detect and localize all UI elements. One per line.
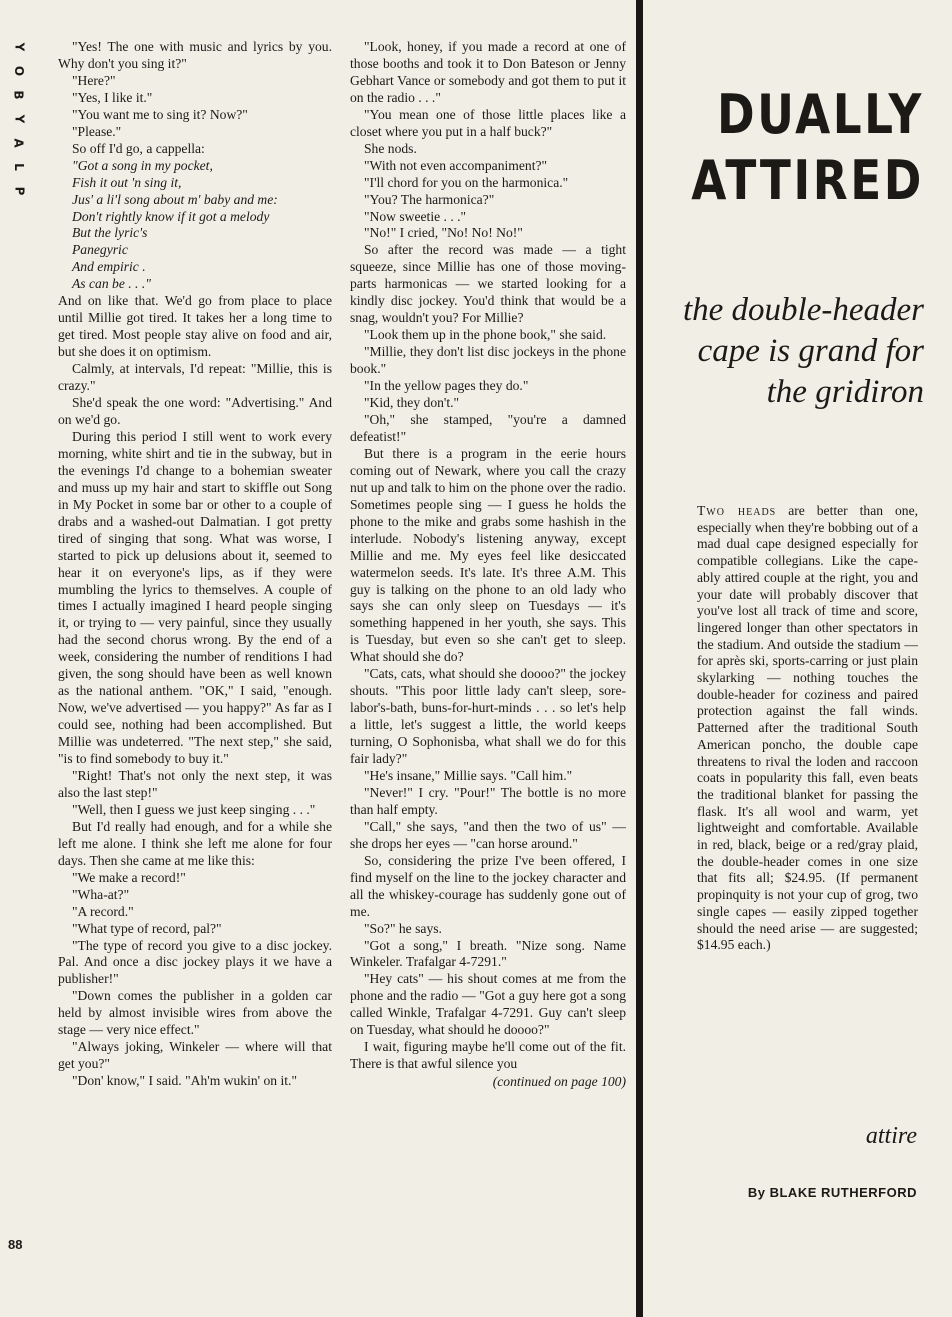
paragraph: "Never!" I cry. "Pour!" The bottle is no more than half empty.: [350, 784, 626, 817]
paragraph: I wait, figuring maybe he'll come out of the fit. There is that awful silence you: [350, 1039, 626, 1072]
feature-lead-in: Two heads: [697, 503, 777, 518]
paragraph: "Oh," she stamped, "you're a damned defeatist!": [350, 411, 626, 444]
paragraph: "Got a song in my pocket,: [72, 157, 213, 173]
masthead-letter: Y: [11, 42, 26, 52]
story-column-1: [58, 39, 332, 1090]
paragraph: "Yes! The one with music and lyrics by you. Why don't you sing it?": [58, 39, 332, 71]
paragraph: And on like that. We'd go from place to place until Millie got tired. It takes her a long time to get tired. Most people stay alive on food and air, but she does it on optimism.: [58, 293, 332, 360]
paragraph: "Wha-at?": [72, 886, 130, 902]
paragraph: "Look them up in the phone book," she said.: [364, 327, 607, 343]
paragraph: "No!" I cried, "No! No! No!": [364, 225, 523, 241]
paragraph: "Now sweetie . . .": [364, 208, 467, 224]
paragraph: "Call," she says, "and then the two of us" — she drops her eyes — "can horse around.": [350, 818, 626, 851]
masthead-letter: O: [11, 65, 26, 77]
paragraph: So after the record was made — a tight squeeze, since Millie has one of those moving-parts harmonicas — we started looking for a kindly disc jockey. You'd think that would be a snag, wouldn't you? For Millie?: [350, 242, 626, 326]
feature-body: [697, 503, 918, 954]
paragraph: "What type of record, pal?": [72, 920, 222, 936]
feature-headline: [691, 82, 924, 214]
paragraph: So, considering the prize I've been offered, I find myself on the line to the jockey character and all the whiskey-courage has suddenly gone out of me.: [350, 852, 626, 919]
paragraph: Don't rightly know if it got a melody: [72, 208, 270, 224]
paragraph: "Look, honey, if you made a record at one of those booths and took it to Don Bateson or Jenny Gebhart Vance or somebody and got them to put it on the radio . . .": [350, 39, 626, 105]
masthead-letter: B: [12, 90, 26, 100]
paragraph: "You? The harmonica?": [364, 191, 495, 207]
paragraph: Fish it out 'n sing it,: [72, 174, 182, 190]
paragraph: "So?" he says.: [364, 920, 442, 936]
masthead-letter: A: [11, 138, 26, 148]
byline: By BLAKE RUTHERFORD: [747, 1185, 917, 1200]
masthead-vertical: [10, 38, 28, 200]
paragraph: "Here?": [72, 72, 116, 88]
headline-line-2: ATTIRED: [691, 149, 924, 212]
paragraph: She nods.: [364, 140, 417, 156]
paragraph: "Got a song," I breath. "Nize song. Name Winkeler. Trafalgar 4-7291.": [350, 937, 626, 970]
paragraph: "With not even accompaniment?": [364, 157, 548, 173]
section-kicker: attire: [865, 1123, 917, 1149]
paragraph: So off I'd go, a cappella:: [72, 140, 205, 156]
paragraph: "Kid, they don't.": [364, 395, 460, 411]
paragraph: But there is a program in the eerie hours coming out of Newark, where you call the crazy nut up and talk to him on the phone over the radio. Sometimes people sing — I guess he holds the phone to the mike and grabs some hashish in the interlude. Nobody's listening anyway, except Millie and me. My eyes feel like desiccated watermelon seeds. It's late. It's three A.M. This guy is talking on the phone to an old lady who says she can only sleep on Tuesdays — it's something happened in her youth, she says. This is Tuesday, but even so she can't get to sleep. What should she do?: [350, 445, 626, 665]
paragraph: "I'll chord for you on the harmonica.": [364, 174, 569, 190]
paragraph: "Down comes the publisher in a golden car held by almost invisible wires from above the stage — very nice effect.": [58, 988, 332, 1038]
paragraph: Jus' a li'l song about m' baby and me:: [72, 191, 278, 207]
paragraph: "Right! That's not only the next step, it was also the last step!": [58, 767, 332, 800]
paragraph: "Hey cats" — his shout comes at me from the phone and the radio — "Got a guy here got a song called Winkle, Trafalgar 4-7291. Guy can't sleep on Tuesday, what should he doooo?": [350, 971, 626, 1038]
paragraph: But the lyric's: [72, 225, 148, 241]
paragraph: "The type of record you give to a disc jockey. Pal. And once a disc jockey plays it we have a publisher!": [58, 937, 332, 987]
story-column-2: [350, 39, 626, 1091]
continued-note: (continued on page 100): [492, 1074, 626, 1090]
paragraph: And empiric .: [72, 259, 146, 275]
masthead-letter: L: [12, 163, 26, 171]
paragraph: Panegyric: [72, 242, 128, 258]
paragraph: "You mean one of those little places like a closet where you put in a half buck?": [350, 106, 626, 139]
paragraph: "He's insane," Millie says. "Call him.": [364, 767, 573, 783]
paragraph: "A record.": [72, 903, 134, 919]
paragraph: "Always joking, Winkeler — where will that get you?": [58, 1039, 332, 1072]
paragraph: "Please.": [72, 123, 122, 139]
paragraph: "Millie, they don't list disc jockeys in the phone book.": [350, 344, 626, 377]
paragraph: "In the yellow pages they do.": [364, 378, 529, 394]
paragraph: "Yes, I like it.": [72, 89, 153, 105]
paragraph: As can be . . .": [72, 276, 151, 292]
feature-deck: the double-header cape is grand for the gridiron: [682, 292, 924, 410]
masthead-letter: P: [11, 186, 26, 196]
paragraph: "We make a record!": [72, 869, 186, 885]
paragraph: Calmly, at intervals, I'd repeat: "Millie, this is crazy.": [58, 361, 332, 394]
page-number: 88: [8, 1237, 23, 1252]
paragraph: "Cats, cats, what should she doooo?" the jockey shouts. "This poor little lady can't sleep, sore-labor's-bath, buns-for-hurt-minds . . . so let's help a little, let's suggest a little, the world keeps turning, O Sophonisba, what shall we do for this fair lady?": [350, 666, 626, 767]
paragraph: "You want me to sing it? Now?": [72, 106, 248, 122]
headline-line-1: DUALLY: [717, 83, 924, 146]
paragraph: She'd speak the one word: "Advertising." And on we'd go.: [58, 395, 332, 427]
column-divider-rule: [636, 0, 643, 1317]
paragraph: "Don' know," I said. "Ah'm wukin' on it.": [72, 1073, 298, 1089]
paragraph: During this period I still went to work every morning, white shirt and tie in the subway, but in the evenings I'd change to a bohemian sweater and muss up my hair and start to skiffle out Song in My Pocket in some bar or other to a couple of drabs and a washed-out Dalmatian. I got pretty tired of singing that song. What was worse, I started to pick up delusions about it, seemed to hear it on everyone's lips, as if they were mumbling the lyrics to themselves. A couple of times I actually imagined I heard people singing it, or trying to — very painful, since they usually had the second chorus wrong. By the end of a week, considering the number of renditions I had given, the song should have been as well known as the national anthem. "OK," I said, "enough. Now, we've advertised — you happy?" As far as I could see, nothing had been accomplished. But Millie was undeterred. "The next step," she said, "is to find somebody to buy it.": [58, 428, 332, 767]
masthead-letter: Y: [11, 114, 26, 124]
paragraph: But I'd really had enough, and for a while she left me alone. I think she left me alone for four days. Then she came at me like this:: [58, 818, 332, 868]
feature-body-text: are better than one, especially when they're bobbing out of a mad dual cape designed especially for compatible collegians. Like the cape-ably attired couple at the right, you and your date will probably discover that you've lost all track of time and score, lingered longer than other spectators in the stadium. And outside the stadium — for après ski, sports-carring or just plain skylarking — nothing touches the double-header for coziness and paired protection against the fall winds. Patterned after the traditional South American poncho, the double cape threatens to rival the loden and raccoon coats in popularity this fall, even beats the traditional blanket for passing the flask. It's all wool and warm, yet lightweight and comfortable. Available in red, black, beige or a red/gray plaid, the double-header comes in one size that fits all; $24.95. (If permanent propinquity is not your cup of grog, two single capes — easily zipped together should the need arise — are suggested; $14.95 each.): [697, 503, 918, 953]
paragraph: "Well, then I guess we just keep singing . . .": [72, 801, 316, 817]
